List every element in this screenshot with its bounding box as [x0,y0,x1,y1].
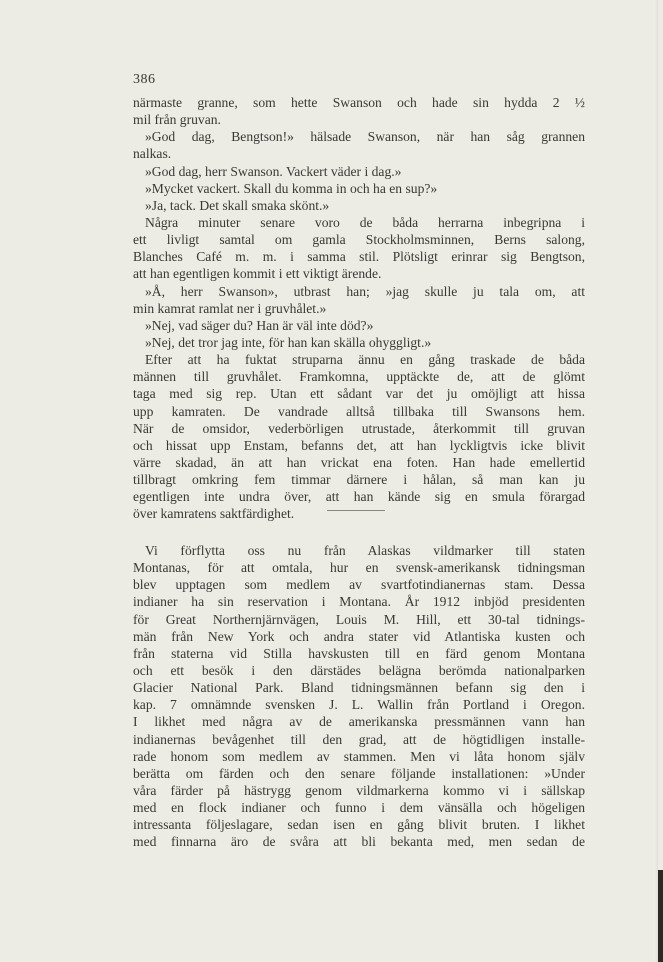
text-line: När de omsidor, vederbörligen utrustade, återkommit till gruvan [133,420,585,436]
page-edge-shadow [655,0,658,962]
text-line: »Å, herr Swanson», utbrast han; »jag skulle ju tala om, att [145,283,585,299]
text-line: Montanas, för att omtala, hur en svensk-amerikansk tidningsman [133,560,585,576]
text-line: mil från gruvan. [133,112,221,128]
text-line: »Nej, det tror jag inte, för han kan skälla ohyggligt.» [145,334,432,350]
text-line: rade honom som medlem av stammen. Men vi låta honom själv [133,748,585,764]
text-line: intressanta följeslagare, sedan isen en gång blivit bruten. I likhet [133,817,585,833]
text-line: nalkas. [133,146,172,162]
text-line: och hissat upp Enstam, befanns det, att han lyckligtvis icke blivit [133,437,585,453]
page-number: 386 [133,72,156,87]
text-line: »Nej, vad säger du? Han är väl inte död?» [145,317,374,333]
text-line: taga med sig rep. Utan ett sådant var det ju omöjligt att hissa [133,386,585,402]
text-line: med en flock indianer och funno i dem vänsälla och högeligen [133,800,585,816]
text-line: från staterna vid Stilla havskusten till en färd genom Montana [133,645,585,661]
text-line: närmaste granne, som hette Swanson och hade sin hydda 2 ½ [133,95,585,110]
text-line: för Great Northernjärnvägen, Louis M. Hill, ett 30-tal tidnings- [133,611,585,627]
text-line: I likhet med några av de amerikanska pressmännen vann han [133,714,585,730]
text-line: blev upptagen som medlem av svartfotindianernas stam. Dessa [133,577,585,593]
text-line: ett livligt samtal om gamla Stockholmsminnen, Berns salong, [133,232,585,248]
text-line: över kamratens saktfärdighet. [133,506,295,522]
text-line: männen till gruvhålet. Framkomna, upptäckte de, att de glömt [133,369,585,385]
text-line: värre skadad, än att han vrickat ena foten. Han hade emellertid [133,454,585,470]
text-line: »Ja, tack. Det skall smaka skönt.» [145,197,330,213]
text-line: Vi förflytta oss nu från Alaskas vildmarker till staten [145,543,585,558]
text-line: och ett besök i den därstädes belägna berömda nationalparken [133,662,585,678]
text-line: »God dag, herr Swanson. Vackert väder i dag.» [145,163,402,179]
section-divider [327,510,385,511]
text-line: min kamrat ramlat ner i gruvhålet.» [133,300,327,316]
text-line: Blanches Café m. m. i samma stil. Plötsligt erinrar sig Bengtson, [133,249,585,265]
text-line: våra färder på hästrygg genom vildmarkerna kommo vi i sällskap [133,782,585,798]
text-line: män från New York och andra stater vid Atlantiska kusten och [133,628,585,644]
text-line: Några minuter senare voro de båda herrarna inbegripna i [145,214,585,230]
text-line: upp kamraten. De vandrade alltså tillbaka till Swansons hem. [133,403,585,419]
scan-edge-mark [658,870,663,962]
text-line: med finnarna äro de svåra att bli bekanta med, men sedan de [133,834,585,850]
text-line: berätta om färden och den senare följande installationen: »Under [133,765,585,781]
text-line: kap. 7 omnämnde svensken J. L. Wallin från Portland i Oregon. [133,697,585,713]
text-line: »God dag, Bengtson!» hälsade Swanson, när han såg grannen [145,129,585,145]
section-2-text [133,542,585,851]
text-line: egentligen inte undra över, att han kände sig en smula förargad [133,489,585,505]
text-line: Efter att ha fuktat struparna ännu en gång traskade de båda [145,352,585,368]
text-line: »Mycket vackert. Skall du komma in och ha en sup?» [145,180,438,196]
text-line: att han egentligen kommit i ett viktigt ärende. [133,266,382,282]
text-line: indianernas bevågenhet till den grad, att de högtidligen installe- [133,731,585,747]
section-1-text [133,94,585,523]
text-line: Glacier National Park. Bland tidningsmännen befann sig den i [133,680,585,696]
text-line: indianer ha sin reservation i Montana. År 1912 inbjöd presidenten [133,594,585,610]
text-line: tillbragt omkring fem timmar därnere i hålan, så man kan ju [133,472,585,488]
